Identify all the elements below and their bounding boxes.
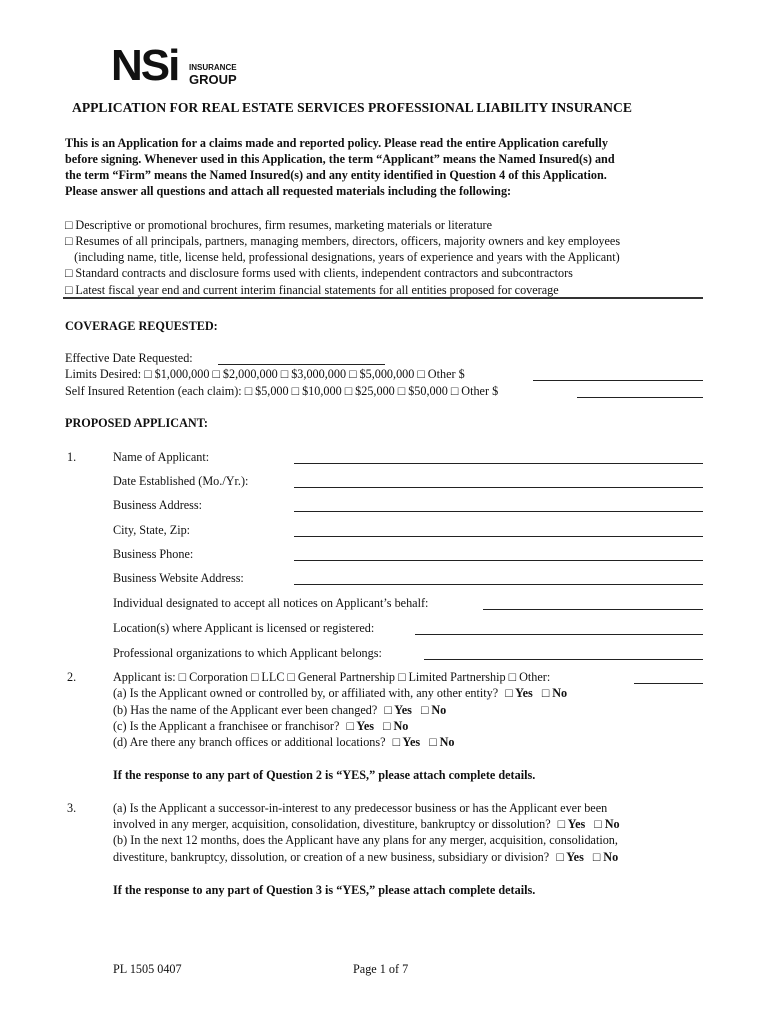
question-number: 3. [67,801,77,815]
entity-type-question: Applicant is: □ Corporation □ LLC □ General Partnership □ Limited Partnership □ Other: [113,670,551,684]
notices-field[interactable] [483,609,703,610]
notices-label: Individual designated to accept all notices on Applicant’s behalf: [113,596,429,610]
q2-note: If the response to any part of Question 2 is “YES,” please attach complete details. [113,768,536,782]
q3a-question [113,817,620,832]
attachment-item-continued: (including name, title, license held, professional designations, years of experience and years with the Applicant) [65,250,620,264]
no-checkbox[interactable]: □ No [594,817,620,831]
organizations-field[interactable] [424,659,703,660]
q2d-question [113,735,455,750]
business-website-field[interactable] [294,584,703,585]
attachment-item: □ Resumes of all principals, partners, managing members, directors, officers, majority owners and key employees [65,234,621,248]
intro-line: This is an Application for a claims made and reported policy. Please read the entire Application carefully [65,136,608,150]
retention-other-field[interactable] [577,397,703,398]
date-established-label: Date Established (Mo./Yr.): [113,474,249,488]
q3a-text-continued: involved in any merger, acquisition, consolidation, divestiture, bankruptcy or dissolution? [113,817,551,831]
yes-checkbox[interactable]: □ Yes [505,686,533,700]
yes-checkbox[interactable]: □ Yes [392,735,421,749]
document-title: APPLICATION FOR REAL ESTATE SERVICES PROFESSIONAL LIABILITY INSURANCE [72,100,632,115]
page-number: Page 1 of 7 [353,962,409,976]
city-state-zip-field[interactable] [294,536,703,537]
q2c-question [113,719,408,734]
limits-desired: Limits Desired: □ $1,000,000 □ $2,000,000 □ $3,000,000 □ $5,000,000 □ Other $ [65,367,465,381]
city-state-zip-label: City, State, Zip: [113,523,191,537]
no-checkbox[interactable]: □ No [383,719,409,733]
locations-label: Location(s) where Applicant is licensed or registered: [113,621,375,635]
q3a-text: (a) Is the Applicant a successor-in-interest to any predecessor business or has the Applicant ever been [113,801,608,815]
business-phone-label: Business Phone: [113,547,194,561]
locations-field[interactable] [415,634,703,635]
q3b-text: (b) In the next 12 months, does the Applicant have any plans for any merger, acquisition, consolidation, [113,833,618,847]
effective-date-label: Effective Date Requested: [65,351,193,365]
q3b-text-continued: divestiture, bankruptcy, dissolution, or creation of a new business, subsidiary or division? [113,850,550,864]
q2a-question [113,686,567,701]
logo-line2: GROUP [189,72,237,87]
question-number: 2. [67,670,77,684]
intro-line: Please answer all questions and attach all requested materials including the following: [65,184,512,198]
intro-line: the term “Firm” means the Named Insured(s) and any entity identified in Question 4 of this Application. [65,168,607,182]
q2c-text: (c) Is the Applicant a franchisee or franchisor? [113,719,340,733]
section-divider [63,297,703,299]
no-checkbox[interactable]: □ No [592,850,619,864]
business-website-label: Business Website Address: [113,571,244,585]
q2b-text: (b) Has the name of the Applicant ever been changed? [113,703,378,717]
business-address-label: Business Address: [113,498,203,512]
nsi-logo [111,41,251,90]
form-id: PL 1505 0407 [113,962,182,976]
q2a-text: (a) Is the Applicant owned or controlled by, or affiliated with, any other entity? [113,686,499,700]
name-label: Name of Applicant: [113,450,210,464]
logo-main: NSi [111,41,179,90]
date-established-field[interactable] [294,487,703,488]
attachment-item: □ Latest fiscal year end and current interim financial statements for all entities proposed for coverage [65,283,559,297]
q2d-text: (d) Are there any branch offices or additional locations? [113,735,386,749]
q2b-question [113,703,446,718]
q3-note: If the response to any part of Question 3 is “YES,” please attach complete details. [113,883,536,897]
limits-other-field[interactable] [533,380,703,381]
no-checkbox[interactable]: □ No [429,735,455,749]
coverage-heading: COVERAGE REQUESTED: [65,319,218,333]
intro-line: before signing. Whenever used in this Application, the term “Applicant” means the Named Insured(s) and [65,152,615,166]
yes-checkbox[interactable]: □ Yes [556,850,584,864]
entity-other-field[interactable] [634,683,703,684]
yes-checkbox[interactable]: □ Yes [557,817,586,831]
yes-checkbox[interactable]: □ Yes [346,719,374,733]
name-field[interactable] [294,463,703,464]
no-checkbox[interactable]: □ No [420,703,447,717]
logo-line1: INSURANCE [189,63,237,72]
self-insured-retention: Self Insured Retention (each claim): □ $5,000 □ $10,000 □ $25,000 □ $50,000 □ Other $ [65,384,499,398]
attachment-item: □ Descriptive or promotional brochures, firm resumes, marketing materials or literature [65,218,493,232]
attachment-item: □ Standard contracts and disclosure forms used with clients, independent contractors and subcontractors [65,266,573,280]
business-address-field[interactable] [294,511,703,512]
applicant-heading: PROPOSED APPLICANT: [65,416,208,430]
question-number: 1. [67,450,77,464]
effective-date-field[interactable] [218,364,385,365]
business-phone-field[interactable] [294,560,703,561]
q3b-question [113,850,618,865]
yes-checkbox[interactable]: □ Yes [384,703,412,717]
no-checkbox[interactable]: □ No [541,686,568,700]
organizations-label: Professional organizations to which Applicant belongs: [113,646,382,660]
